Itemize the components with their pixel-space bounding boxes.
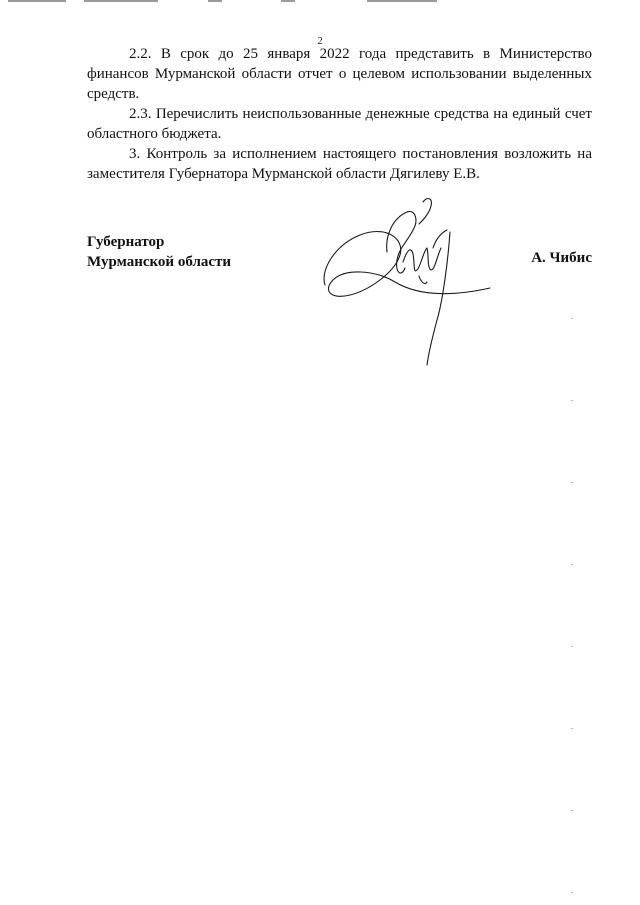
scan-speck xyxy=(571,400,573,401)
page-number: 2 xyxy=(317,35,323,47)
scan-speck xyxy=(571,728,573,729)
scan-speck xyxy=(571,892,573,893)
paragraph-2-3: 2.3. Перечислить неиспользованные денежные средства на единый счет областного бюджета. xyxy=(87,106,592,142)
paragraph-2-2: 2.2. В срок до 25 января 2022 года представить в Министерство финансов Мурманской области отчет о целевом использовании выделенных средств. xyxy=(87,46,592,102)
scan-speck xyxy=(571,646,573,647)
signatory-title-line1: Губернатор xyxy=(87,234,165,250)
document-body xyxy=(87,44,592,184)
scan-speck xyxy=(571,810,573,811)
scan-edge-marks xyxy=(0,0,640,4)
signatory-title xyxy=(87,232,231,272)
paragraph-3: 3. Контроль за исполнением настоящего постановления возложить на заместителя Губернатора Мурманской области Дягилеву Е.В. xyxy=(87,146,592,182)
scan-speck xyxy=(571,482,573,483)
signatory-title-line2: Мурманской области xyxy=(87,254,232,270)
scan-speck xyxy=(571,318,573,319)
signatory-name: А. Чибис xyxy=(531,250,592,266)
handwritten-signature xyxy=(315,190,515,370)
scan-speck xyxy=(571,564,573,565)
